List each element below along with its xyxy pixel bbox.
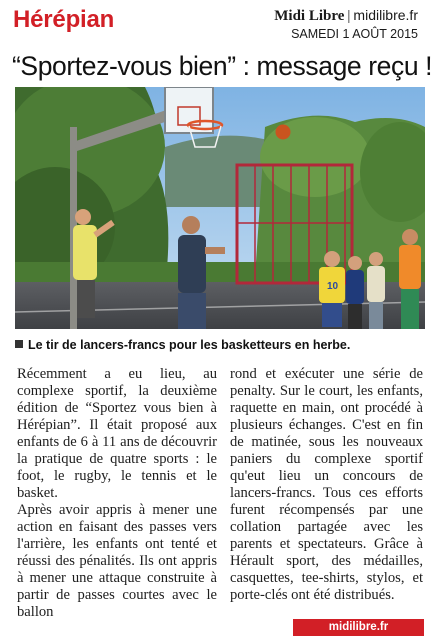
caption-bullet-square xyxy=(15,340,23,348)
article-column-2 xyxy=(230,366,423,604)
masthead-separator: | xyxy=(347,8,351,24)
photo-caption xyxy=(15,338,425,352)
article-photo xyxy=(15,87,425,329)
basketball xyxy=(276,125,291,140)
masthead xyxy=(274,7,418,25)
article-headline: “Sportez-vous bien” : message reçu ! xyxy=(12,51,433,81)
paper-name: Midi Libre xyxy=(274,8,345,24)
paper-url: midilibre.fr xyxy=(353,7,418,23)
article-paragraph: rond et exécuter une série de penalty. Sur le court, les enfants, raquette en main, ont procédé à plusieurs échanges. C'est en fin de matinée, sous les nouveaux paniers du complexe sportif qu'eut lieu un concours de lancers-francs. Tous ces efforts furent récompensés par une collation partagée avec les parents et spectateurs. Grâce à Hérault sport, des médailles, casquettes, tee-shirts, stylos, et porte-clés ont été distribués. xyxy=(230,366,423,603)
town-kicker: Hérépian xyxy=(13,6,115,33)
photo-illustration xyxy=(15,87,425,329)
caption-text: Le tir de lancers-francs pour les basketteurs en herbe. xyxy=(28,338,351,352)
article-column-1 xyxy=(17,366,217,621)
article-paragraph: Après avoir appris à mener une action en faisant des passes vers l'arrière, les enfants ont tenté et réussi des pénalités. Ils ont appris à mener une attaque construite à partir de passes courtes avec le ballon xyxy=(17,502,217,620)
article-paragraph: Récemment a eu lieu, au complexe sportif, la deuxième édition de “Sportez vous bien à Hérépian”. Il était proposé aux enfants de 6 à 11 ans de découvrir la pratique de quatre sports : le foot, le rugby, le tennis et le basket. xyxy=(17,366,217,501)
publication-date: SAMEDI 1 AOÛT 2015 xyxy=(291,27,418,41)
site-badge: midilibre.fr xyxy=(293,619,424,636)
jersey-number: 10 xyxy=(327,281,339,292)
